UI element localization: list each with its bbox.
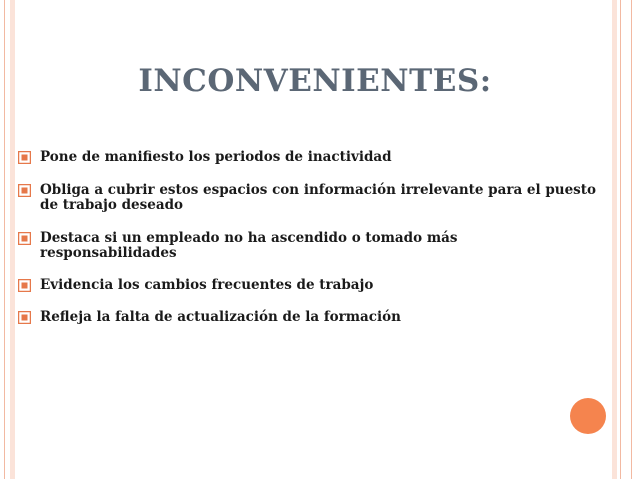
- slide-title: INCONVENIENTES:: [138, 63, 492, 99]
- right-border-band: [612, 0, 617, 479]
- square-bullet-icon: [18, 279, 31, 292]
- bullet-text: Pone de manifiesto los periodos de inactividad: [40, 149, 392, 165]
- square-bullet-icon: [18, 151, 31, 164]
- left-border-band: [10, 0, 15, 479]
- left-border-line: [4, 0, 5, 479]
- bullet-item: [18, 231, 598, 261]
- right-border-line: [620, 0, 621, 479]
- right-edge-line: [631, 0, 632, 479]
- bullet-item: [18, 278, 598, 293]
- square-bullet-icon: [18, 311, 31, 324]
- accent-circle: [570, 398, 606, 434]
- bullet-text: Refleja la falta de actualización de la formación: [40, 309, 401, 325]
- bullet-item: [18, 183, 598, 213]
- square-bullet-icon: [18, 184, 31, 197]
- square-bullet-icon: [18, 232, 31, 245]
- bullet-text: Obliga a cubrir estos espacios con información irrelevante para el puesto de trabajo deseado: [40, 182, 597, 213]
- bullet-list: [18, 150, 598, 325]
- bullet-item: [18, 310, 598, 325]
- bullet-text: Evidencia los cambios frecuentes de trabajo: [40, 277, 374, 293]
- bullet-text: Destaca si un empleado no ha ascendido o tomado más responsabilidades: [40, 230, 458, 261]
- bullet-item: [18, 150, 598, 165]
